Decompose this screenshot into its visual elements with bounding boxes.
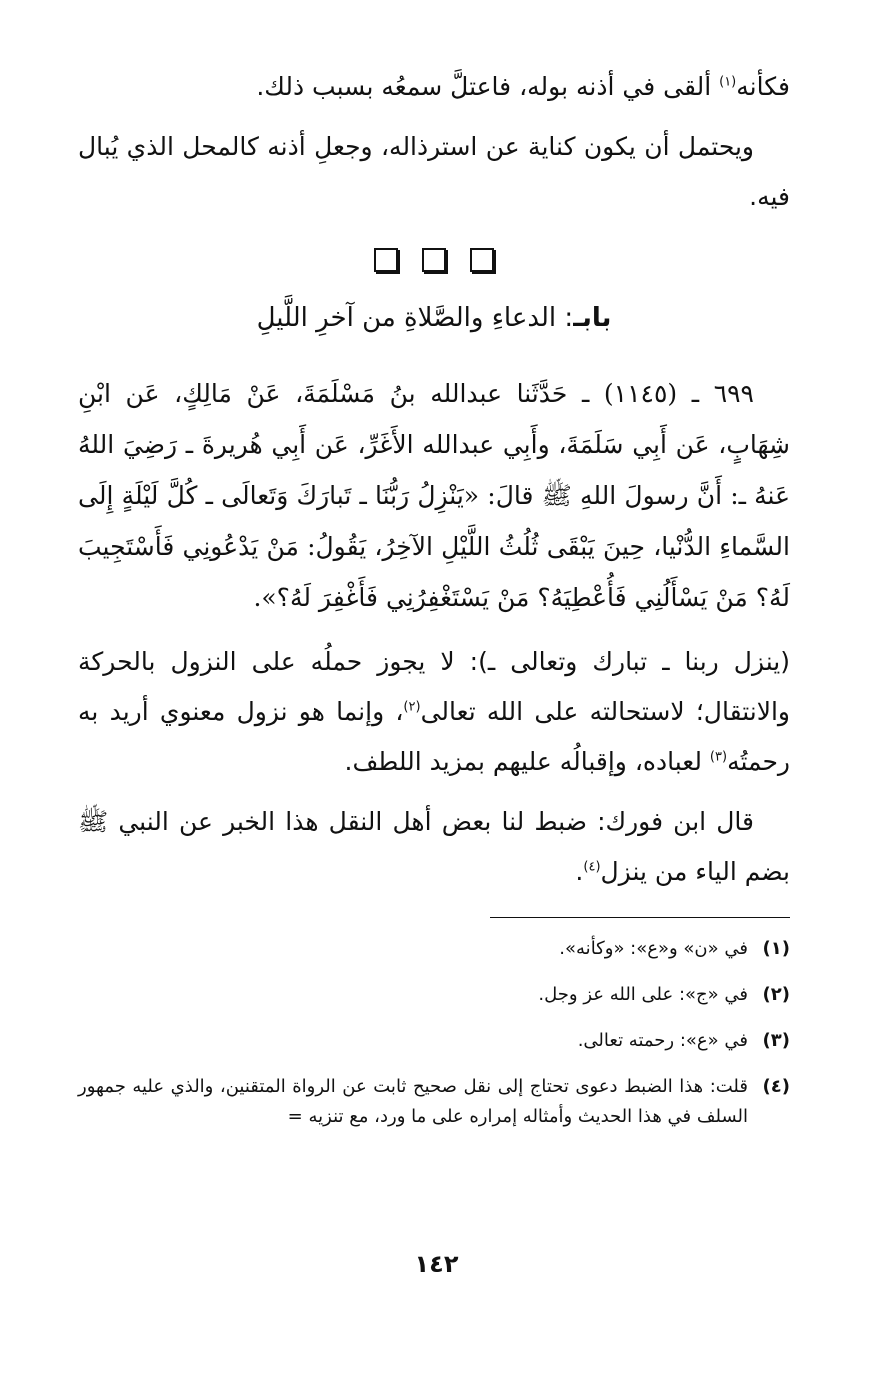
footnote-text: قلت: هذا الضبط دعوى تحتاج إلى نقل صحيح ثابت عن الرواة المتقنين، والذي عليه جمهور السلف في هذا الحديث وأمثاله إمراره على ما ورد، مع تنزيه = <box>78 1076 748 1127</box>
footnote-item <box>78 934 790 964</box>
footnote-separator <box>490 917 790 918</box>
chapter-heading <box>78 298 790 338</box>
square-ornament-icon <box>374 248 398 272</box>
footnote-ref-1[interactable]: (١) <box>719 74 737 90</box>
paragraph-3-text: (ينزل ربنا ـ تبارك وتعالى ـ): لا يجوز حملُه على النزول بالحركة والانتقال؛ لاستحالته على الله تعالى <box>78 647 790 726</box>
paragraph-4-end: . <box>575 857 584 886</box>
footnote-item <box>78 980 790 1010</box>
chapter-label: بابـ <box>573 303 612 333</box>
footnote-text: في «ع»: رحمته تعالى. <box>577 1030 748 1051</box>
square-ornament-icon <box>470 248 494 272</box>
footnote-number: (٣) <box>762 1030 790 1051</box>
footnote-item <box>78 1026 790 1056</box>
section-divider-ornament <box>78 248 790 272</box>
paragraph-1-text-end: ألقى في أذنه بوله، فاعتلَّ سمعُه بسبب ذلك. <box>256 72 720 101</box>
footnote-number: (٤) <box>762 1076 790 1097</box>
paragraph-2: ويحتمل أن يكون كناية عن استرذاله، وجعلِ أذنه كالمحل الذي يُبال فيه. <box>78 132 790 211</box>
chapter-title: : الدعاءِ والصَّلاةِ من آخرِ اللَّيلِ <box>256 303 574 333</box>
paragraph-1-text: فكأنه <box>736 72 790 101</box>
paragraph-3-text-end: لعباده، وإقبالُه عليهم بمزيد اللطف. <box>344 747 710 776</box>
footnotes-list <box>78 934 790 1132</box>
paragraph-4-text: قال ابن فورك: ضبط لنا بعض أهل النقل هذا الخبر عن النبي ﷺ بضم الياء من ينزل <box>78 807 790 886</box>
footnote-ref-3[interactable]: (٣) <box>709 749 728 765</box>
footnote-number: (١) <box>762 938 790 959</box>
footnote-ref-2[interactable]: (٢) <box>403 699 421 715</box>
hadith-text: ٦٩٩ ـ (١١٤٥) ـ حَدَّثَنا عبدالله بنُ مَسْلَمَةَ، عَنْ مَالِكٍ، عَن ابْنِ شِهَابٍ، عَن أَبِي سَلَمَةَ، وأَبِي عبدالله الأَغَرِّ، عَن أَبِي هُريرةَ ـ رَضِيَ اللهُ عَنهُ ـ: أَنَّ رسولَ اللهِ ﷺ قالَ: «يَنْزِلُ رَبُّنَا ـ تَبارَكَ وَتَعالَى ـ كُلَّ لَيْلَةٍ إِلَى السَّماءِ الدُّنْيا، حِينَ يَبْقَى ثُلُثُ اللَّيْلِ الآخِرُ، يَقُولُ: مَنْ يَدْعُونِي فَأَسْتَجِيبَ لَهُ؟ مَنْ يَسْأَلُنِي فَأُعْطِيَهُ؟ مَنْ يَسْتَغْفِرُنِي فَأَغْفِرَ لَهُ؟». <box>78 379 790 612</box>
page-body <box>78 62 790 1132</box>
page-number: ١٤٢ <box>414 1250 459 1278</box>
paragraph-4 <box>78 797 790 897</box>
footnote-number: (٢) <box>762 984 790 1005</box>
footnote-ref-4[interactable]: (٤) <box>583 859 601 875</box>
paragraph-1 <box>78 62 790 112</box>
paragraph-3 <box>78 637 790 787</box>
paragraph-3-text-mid: ، وإنما هو نزول معنوي أريد به رحمتُه <box>78 697 790 776</box>
square-ornament-icon <box>422 248 446 272</box>
footnote-text: في «ج»: على الله عز وجل. <box>538 984 748 1005</box>
footnote-item <box>78 1072 790 1132</box>
footnote-text: في «ن» و«ع»: «وكأنه». <box>559 938 748 959</box>
